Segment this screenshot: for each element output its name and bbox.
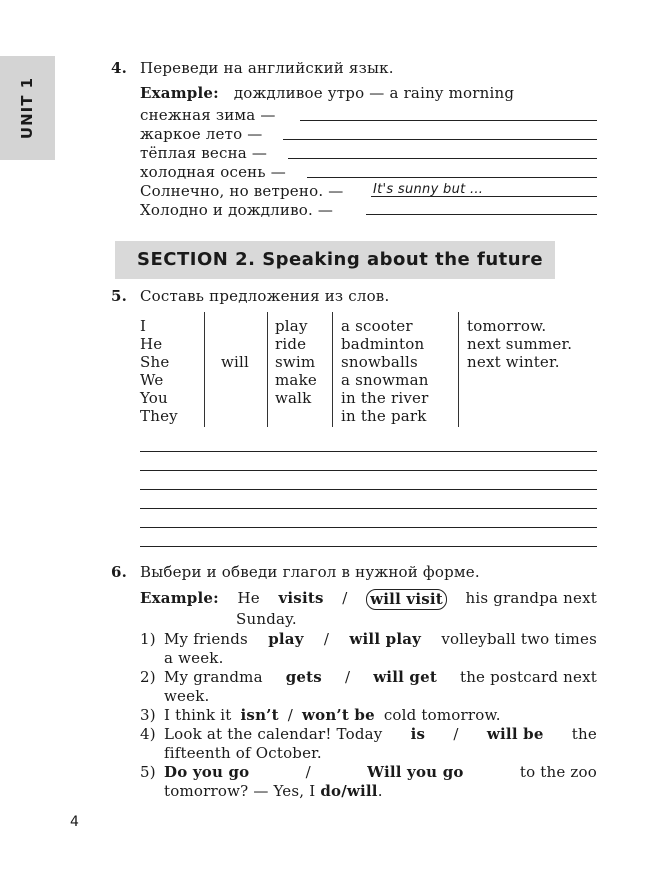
item-5-number: 5) bbox=[140, 763, 156, 781]
example-slash: / bbox=[342, 589, 348, 607]
task4-item-6: Холодно и дождливо. — bbox=[140, 201, 334, 219]
answer-line-1[interactable] bbox=[300, 120, 597, 121]
writing-line-2[interactable] bbox=[140, 470, 597, 471]
task6-item-2: 2) My grandma gets / will get the postcard next week. bbox=[140, 668, 597, 705]
task6-number: 6. bbox=[111, 563, 128, 581]
answer-line-2[interactable] bbox=[283, 139, 597, 140]
item-3-lead: I think it bbox=[164, 706, 232, 724]
task4-item-2: жаркое лето — bbox=[140, 125, 263, 143]
example-label: Example: bbox=[140, 84, 219, 102]
item-5-answer-option[interactable]: do/will bbox=[320, 782, 378, 800]
task6-item-4: 4) Look at the calendar! Today is / will be the fifteenth of October. bbox=[140, 725, 597, 762]
example-option-1[interactable]: visits bbox=[278, 589, 324, 607]
item-1-lead: My friends bbox=[164, 630, 248, 648]
item-4-number: 4) bbox=[140, 725, 156, 743]
subject-she: She bbox=[140, 353, 170, 371]
section-title: SECTION 2. Speaking about the future bbox=[137, 249, 544, 270]
item-1-tail: volleyball two times bbox=[441, 630, 597, 648]
example-rest: his grandpa next bbox=[465, 589, 597, 607]
task4-item-1: снежная зима — bbox=[140, 106, 276, 124]
writing-line-1[interactable] bbox=[140, 451, 597, 452]
object-6: in the park bbox=[341, 407, 427, 425]
answer-line-5[interactable] bbox=[371, 196, 597, 197]
item-3-option-1[interactable]: isn’t bbox=[240, 706, 279, 724]
object-4: a snowman bbox=[341, 371, 429, 389]
writing-line-6[interactable] bbox=[140, 546, 597, 547]
writing-line-3[interactable] bbox=[140, 489, 597, 490]
item-2-lead: My grandma bbox=[164, 668, 263, 686]
item-1-line-2: a week. bbox=[164, 649, 224, 667]
item-5-period: . bbox=[377, 782, 383, 800]
item-5-tail: to the zoo bbox=[519, 763, 597, 781]
item-1-option-1[interactable]: play bbox=[268, 630, 304, 648]
task6-item-1: 1) My friends play / will play volleyball two times a week. bbox=[140, 630, 597, 667]
verb-make: make bbox=[275, 371, 317, 389]
item-2-number: 2) bbox=[140, 668, 156, 686]
verb-play: play bbox=[275, 317, 308, 335]
item-3-tail: cold tomorrow. bbox=[383, 706, 501, 724]
item-2-option-2[interactable]: will get bbox=[373, 668, 437, 686]
unit-tab-label: UNIT 1 bbox=[18, 76, 36, 140]
subject-they: They bbox=[140, 407, 178, 425]
times-column bbox=[467, 317, 572, 371]
answer-line-3[interactable] bbox=[288, 158, 597, 159]
table-divider-4 bbox=[458, 312, 459, 427]
writing-line-4[interactable] bbox=[140, 508, 597, 509]
task6-example bbox=[140, 589, 597, 629]
modal-will: will bbox=[221, 353, 250, 371]
task6-item-3: 3) I think it isn’t / won’t be cold tomorrow. bbox=[140, 706, 501, 724]
item-4-option-1[interactable]: is bbox=[410, 725, 426, 743]
task4-item-5: Солнечно, но ветрено. — bbox=[140, 182, 344, 200]
objects-column bbox=[341, 317, 429, 425]
item-4-lead: Look at the calendar! Today bbox=[164, 725, 383, 743]
subject-we: We bbox=[140, 371, 164, 389]
verb-ride: ride bbox=[275, 335, 307, 353]
answer-line-6[interactable] bbox=[366, 214, 597, 215]
task5-number: 5. bbox=[111, 287, 128, 305]
item-2-line-2: week. bbox=[164, 687, 210, 705]
verbs-column bbox=[275, 317, 317, 407]
item-3-option-2[interactable]: won’t be bbox=[302, 706, 375, 724]
item-1-number: 1) bbox=[140, 630, 156, 648]
table-divider-2 bbox=[267, 312, 268, 427]
item-3-number: 3) bbox=[140, 706, 156, 724]
item-4-tail: the bbox=[571, 725, 597, 743]
object-3: snowballs bbox=[341, 353, 418, 371]
item-5-line-2-lead: tomorrow? — Yes, I bbox=[164, 782, 316, 800]
example-he: He bbox=[237, 589, 260, 607]
task5-instruction: Составь предложения из слов. bbox=[140, 287, 390, 305]
example-text: дождливое утро — a rainy morning bbox=[233, 84, 515, 102]
subject-he: He bbox=[140, 335, 163, 353]
item-5-option-2[interactable]: Will you go bbox=[367, 763, 464, 781]
task6-example-label: Example: bbox=[140, 589, 219, 607]
table-divider-1 bbox=[204, 312, 205, 427]
item-2-tail: the postcard next bbox=[459, 668, 597, 686]
subjects-column bbox=[140, 317, 178, 425]
item-5-option-1[interactable]: Do you go bbox=[164, 763, 250, 781]
verb-walk: walk bbox=[275, 389, 312, 407]
item-5-line-2 bbox=[140, 782, 597, 801]
item-2-option-1[interactable]: gets bbox=[285, 668, 322, 686]
task4-item-3: тёплая весна — bbox=[140, 144, 268, 162]
item-4-option-2[interactable]: will be bbox=[486, 725, 544, 743]
unit-tab bbox=[0, 56, 55, 160]
time-2: next summer. bbox=[467, 335, 573, 353]
time-3: next winter. bbox=[467, 353, 560, 371]
task6-instruction: Выбери и обведи глагол в нужной форме. bbox=[140, 563, 480, 581]
task4-example bbox=[140, 84, 514, 102]
example-option-2-circled[interactable]: will visit bbox=[366, 589, 447, 610]
answer-line-4[interactable] bbox=[307, 177, 597, 178]
section-banner bbox=[115, 241, 555, 279]
writing-line-5[interactable] bbox=[140, 527, 597, 528]
page-number: 4 bbox=[70, 814, 79, 830]
example-line-2: Sunday. bbox=[236, 610, 297, 628]
task4-item-4: холодная осень — bbox=[140, 163, 286, 181]
object-2: badminton bbox=[341, 335, 425, 353]
verb-swim: swim bbox=[275, 353, 316, 371]
handwritten-answer: It's sunny but ... bbox=[373, 182, 484, 197]
object-1: a scooter bbox=[341, 317, 413, 335]
subject-i: I bbox=[140, 317, 147, 335]
item-4-line-2: fifteenth of October. bbox=[164, 744, 322, 762]
task4-instruction: Переведи на английский язык. bbox=[140, 59, 394, 77]
task4-number: 4. bbox=[111, 59, 128, 77]
object-5: in the river bbox=[341, 389, 429, 407]
time-1: tomorrow. bbox=[467, 317, 547, 335]
item-1-option-2[interactable]: will play bbox=[349, 630, 422, 648]
table-divider-3 bbox=[332, 312, 333, 427]
task6-item-5: 5) Do you go / Will you go to the zoo tomorrow? — Yes, I do/will. bbox=[140, 763, 597, 800]
subject-you: You bbox=[140, 389, 168, 407]
